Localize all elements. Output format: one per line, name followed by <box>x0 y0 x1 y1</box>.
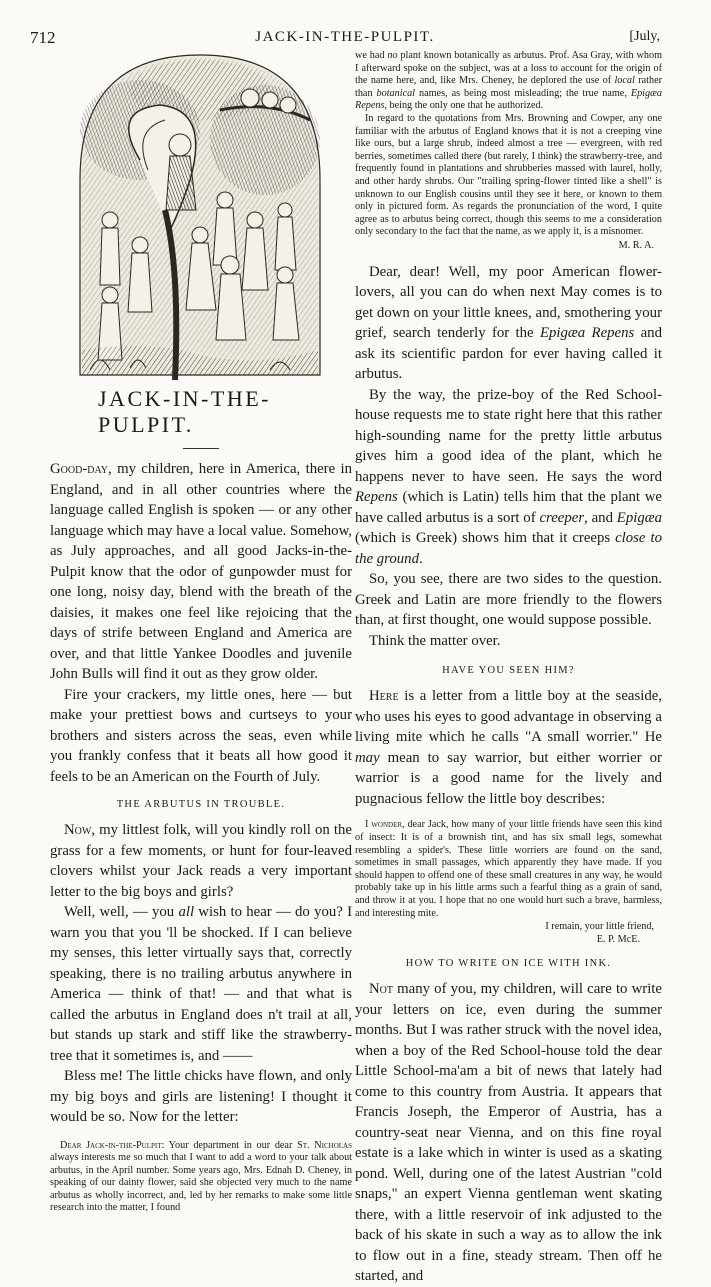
title-rule <box>183 448 219 449</box>
paragraph-two-sides: So, you see, there are two sides to the question. Greek and Latin are more friendly to the flowers than, at first thought, one would suppose possible. <box>355 571 662 629</box>
paragraph-write-on-ice: Not many of you, my children, will care to write your letters on ice, even during the summer months. But I was rather struck with the novel idea, when a boy of the Red School-house told the dear Little School-ma'am a bit of news that lately had come to this country from Austria. It appears that Francis Joseph, the Emperor of Austria, has a country-seat near Vienna, and on this fine royal estate is a lake which in winter is used as a skating pond. Well, during one of the latest Austrian "cold snaps," an expert Vienna gentleman went skating there, with a little reservoir of ink adjusted to the back of his skate in such a way as to allow the ink to flow out in a fine, steady stream. Then off he started, and <box>355 981 662 1285</box>
paragraph-bless-me: Bless me! The little chicks have flown, and only my big boys and girls are listening! I thought it would be so. Now for the letter: <box>50 1068 352 1125</box>
issue-month: [July, <box>629 29 660 44</box>
right-column <box>355 50 662 1287</box>
paragraph-prize-boy: By the way, the prize-boy of the Red School-house requests me to state right here that this rather high-sounding name for the pretty little arbutus gives him a good idea of the plant, which he happens never to have seen. He says the word Repens (which is Latin) tells him that the plant we have called arbutus is a sort of creeper, and Epigæa (which is Greek) shows him that it creeps close to the ground. <box>355 386 662 567</box>
paragraph-think-it-over: Think the matter over. <box>369 632 501 649</box>
letter2-closing: I remain, your little friend, <box>545 921 654 933</box>
engraving-illustration <box>70 50 330 380</box>
paragraph-good-day: Good-day, my children, here in America, there in England, and in all other countries where the language called English is spoken — or any other language which may have a local value. Somehow, as July approaches, and all good Jacks-in-the-Pulpit know that the odor of gunpowder must for one long, noisy day, blend with the breath of the daisies, it makes one feel like rejoicing that the days of strife between England and America are over, and that little Yankee Doodles and juvenile John Bulls will find it out as they grow older. <box>50 461 352 682</box>
running-title: JACK-IN-THE-PULPIT. <box>255 29 435 45</box>
left-column <box>50 50 352 1215</box>
page-number: 712 <box>30 28 56 47</box>
paragraph-seaside-letter: Here is a letter from a little boy at the seaside, who uses his eyes to good advantage in observing a living mite which he calls "A small worrier." He may mean to say warrior, but either worrier or warrior is a good name for the lively and pugnacious fellow the little boy describes: <box>355 688 662 807</box>
paragraph-littlest-folk: Now, my littlest folk, will you kindly roll on the grass for a few moments, or hunt for four-leaved clovers whilst your Jack reads a very important letter to the big boys and girls? <box>50 822 352 900</box>
letter-arbutus-continued: we had no plant known botanically as arbutus. Prof. Asa Gray, with whom I afterward spoke on the subject, was at a loss to account for the origin of the name here, and, like Mrs. Cheney, he deplored the use of local rather than botanical names, as being most misleading; the true name, Epigæa Repens, being the only one that he authorized. <box>355 50 662 112</box>
paragraph-fire-crackers: Fire your crackers, my little ones, here — but make your prettiest bows and curtseys to your brothers and sisters across the seas, even while you frankly confess that it beats all how good it feels to be an American on the Fourth of July. <box>50 686 352 785</box>
letter-arbutus-start: Dear Jack-in-the-Pulpit: Your department in our dear St. Nicholas always interests me so much that I want to add a word to your talk about arbutus, in the April number. Some years ago, Mrs. Ednah D. Cheney, in speaking of our dainty flower, said she objected very much to the name arbutus as wholly incorrect, and, led by her remarks to make some little research into the matter, I found <box>50 1139 352 1214</box>
department-title: JACK-IN-THE-PULPIT. <box>98 386 271 437</box>
letter-small-worrier: I wonder, dear Jack, how many of your little friends have seen this kind of insect: It is of a brownish tint, and has six small legs, somewhat resembling a spider's. These little worriers are found on the sand, sometimes in small passages, which apparently they have made. If you should happen to offend one of these small creatures in any way, he would probably take up in his little arms such a fearful thing as a grain of sand, and throw it at you. I hope that no one would hurt such a brave, harmless, and interesting mite. <box>355 819 662 919</box>
section-heading-arbutus: THE ARBUTUS IN TROUBLE. <box>116 799 286 810</box>
letter2-signature: E. P. McE. <box>596 934 640 946</box>
paragraph-dear-dear: Dear, dear! Well, my poor American flower-lovers, all you can do when next May comes is to get down on your little knees, and, smothering your grief, search tenderly for the Epigæa Repens and ask its scientific pardon for ever having called it arbutus. <box>355 263 662 383</box>
paragraph-well-well: Well, well, — you all wish to hear — do you? I warn you that you 'll be shocked. If I can believe my senses, this letter virtually says that, correctly speaking, there is no trailing arbutus anywhere in America — think of that! — and that what is called the arbutus in England does n't trail at all, but stands up stark and stiff like the strawberry-tree that it sometimes is, and —— <box>50 904 353 1064</box>
letter-signature-mra: M. R. A. <box>618 239 654 251</box>
section-heading-seen-him: HAVE YOU SEEN HIM? <box>442 665 575 677</box>
section-heading-ice-ink: HOW TO WRITE ON ICE WITH INK. <box>405 958 612 970</box>
running-header <box>30 28 660 48</box>
jack-in-the-pulpit-illustration <box>70 50 330 380</box>
letter-arbutus-paragraph-2: In regard to the quotations from Mrs. Browning and Cowper, any one familiar with the arbutus of England knows that it is not a creeping vine like ours, but a large shrub, indeed almost a tree — evergreen, with red berries, sometimes called there (but rarely, I think) the strawberry-tree, and frequently found in plantations and shrubberies massed with laurel, holly, and other hardy shrubs. Our "trailing spring-flower tinted like a shell" is unknown to our English cousins until they see it here, or known to them only in pictured form. As regards the pronunciation of the word, I quite agree as to arbutus being correct, though this seems to me a consideration only secondary to the fact that the name, as we apply it, is a misnomer. <box>355 112 662 238</box>
